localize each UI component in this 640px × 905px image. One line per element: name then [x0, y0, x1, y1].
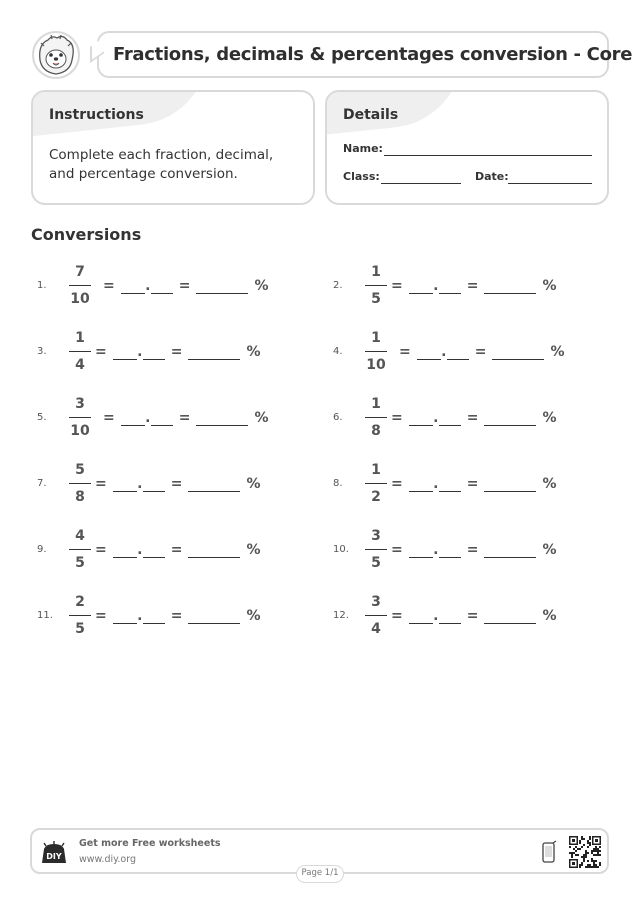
equals-sign: =	[466, 476, 479, 492]
equals-sign: =	[95, 344, 107, 360]
fraction-bar	[69, 549, 91, 550]
decimal-fraction-blank[interactable]	[151, 412, 173, 426]
numerator: 3	[371, 594, 381, 610]
problem-item	[37, 328, 297, 378]
decimal-point: .	[433, 278, 439, 294]
numerator: 4	[75, 528, 85, 544]
decimal-point: .	[441, 344, 447, 360]
numerator: 3	[75, 396, 85, 412]
instructions-text: Complete each fraction, decimal, and percentage conversion.	[49, 147, 274, 182]
instructions-title: Instructions	[49, 107, 144, 123]
title-banner	[97, 31, 633, 78]
decimal-fraction-blank[interactable]	[439, 544, 461, 558]
conversion-row	[385, 608, 563, 624]
conversion-row	[97, 410, 275, 426]
decimal-point: .	[145, 278, 151, 294]
percentage-blank[interactable]	[188, 544, 240, 558]
numerator: 1	[75, 330, 85, 346]
denominator: 8	[371, 423, 381, 439]
instructions-card	[31, 90, 315, 205]
class-label: Class:	[343, 170, 380, 183]
conversion-row	[89, 608, 267, 624]
percentage-blank[interactable]	[188, 610, 240, 624]
equals-sign: =	[103, 278, 115, 294]
percent-sign: %	[254, 278, 269, 294]
decimal-fraction-blank[interactable]	[439, 412, 461, 426]
problem-number: 8.	[333, 478, 343, 489]
denominator: 4	[371, 621, 381, 637]
equals-sign: =	[178, 278, 191, 294]
problem-number: 6.	[333, 412, 343, 423]
fraction-bar	[365, 417, 387, 418]
decimal-whole-blank[interactable]	[113, 544, 137, 558]
decimal-whole-blank[interactable]	[409, 610, 433, 624]
conversion-row	[385, 278, 563, 294]
equals-sign: =	[391, 278, 403, 294]
percentage-blank[interactable]	[492, 346, 544, 360]
fraction	[365, 460, 387, 507]
percentage-blank[interactable]	[188, 346, 240, 360]
decimal-whole-blank[interactable]	[113, 346, 137, 360]
equals-sign: =	[170, 476, 183, 492]
numerator: 2	[75, 594, 85, 610]
fraction	[69, 526, 91, 573]
denominator: 4	[75, 357, 85, 373]
decimal-fraction-blank[interactable]	[143, 544, 165, 558]
conversion-row	[97, 278, 275, 294]
decimal-point: .	[433, 476, 439, 492]
conversion-row	[385, 476, 563, 492]
problem-item	[333, 394, 593, 444]
fraction-bar	[69, 615, 91, 616]
fraction-bar	[365, 285, 387, 286]
percentage-blank[interactable]	[196, 280, 248, 294]
percent-sign: %	[246, 542, 261, 558]
problem-number: 11.	[37, 610, 53, 621]
percent-sign: %	[246, 476, 261, 492]
decimal-fraction-blank[interactable]	[439, 280, 461, 294]
fraction-bar	[69, 483, 91, 484]
equals-sign: =	[95, 542, 107, 558]
conversion-row	[89, 476, 267, 492]
problem-item	[333, 262, 593, 312]
denominator: 10	[70, 423, 90, 439]
problem-item	[37, 460, 297, 510]
equals-sign: =	[399, 344, 411, 360]
problem-item	[333, 460, 593, 510]
page-title: Fractions, decimals & percentages conversion - Core	[113, 44, 633, 65]
decimal-point: .	[433, 542, 439, 558]
numerator: 1	[371, 264, 381, 280]
footer-title: Get more Free worksheets	[79, 838, 221, 849]
logo-text: DIY	[46, 852, 62, 861]
decimal-whole-blank[interactable]	[417, 346, 441, 360]
conversion-row	[385, 542, 563, 558]
decimal-whole-blank[interactable]	[121, 412, 145, 426]
numerator: 5	[75, 462, 85, 478]
decimal-fraction-blank[interactable]	[143, 610, 165, 624]
equals-sign: =	[170, 608, 183, 624]
numerator: 7	[75, 264, 85, 280]
equals-sign: =	[466, 410, 479, 426]
fraction	[69, 460, 91, 507]
decimal-whole-blank[interactable]	[409, 478, 433, 492]
class-field[interactable]	[381, 183, 461, 184]
problem-number: 12.	[333, 610, 349, 621]
fraction	[365, 526, 387, 573]
problem-number: 7.	[37, 478, 47, 489]
percentage-blank[interactable]	[196, 412, 248, 426]
percentage-blank[interactable]	[484, 280, 536, 294]
equals-sign: =	[170, 344, 183, 360]
decimal-whole-blank[interactable]	[409, 280, 433, 294]
fraction	[69, 328, 91, 375]
problem-number: 9.	[37, 544, 47, 555]
fraction-bar	[365, 351, 387, 352]
fraction	[365, 262, 387, 309]
equals-sign: =	[95, 608, 107, 624]
denominator: 10	[366, 357, 386, 373]
problem-number: 3.	[37, 346, 47, 357]
decimal-whole-blank[interactable]	[409, 412, 433, 426]
equals-sign: =	[391, 476, 403, 492]
decimal-whole-blank[interactable]	[113, 610, 137, 624]
diy-logo-icon	[40, 841, 68, 865]
conversion-row	[385, 410, 563, 426]
decimal-fraction-blank[interactable]	[151, 280, 173, 294]
decimal-whole-blank[interactable]	[113, 478, 137, 492]
date-label: Date:	[475, 170, 509, 183]
fraction	[365, 328, 387, 375]
denominator: 5	[371, 291, 381, 307]
percent-sign: %	[542, 608, 557, 624]
decimal-fraction-blank[interactable]	[439, 610, 461, 624]
date-field[interactable]	[508, 183, 592, 184]
decimal-fraction-blank[interactable]	[439, 478, 461, 492]
decimal-point: .	[137, 608, 143, 624]
fraction	[365, 394, 387, 441]
qr-code-icon[interactable]	[569, 836, 601, 868]
fraction-bar	[69, 285, 91, 286]
equals-sign: =	[391, 542, 403, 558]
fraction-bar	[69, 351, 91, 352]
percent-sign: %	[550, 344, 565, 360]
decimal-point: .	[137, 476, 143, 492]
problem-item	[37, 262, 297, 312]
percent-sign: %	[542, 278, 557, 294]
denominator: 5	[371, 555, 381, 571]
name-label: Name:	[343, 142, 383, 155]
problem-number: 1.	[37, 280, 47, 291]
equals-sign: =	[391, 608, 403, 624]
percentage-blank[interactable]	[188, 478, 240, 492]
denominator: 2	[371, 489, 381, 505]
fraction-bar	[365, 483, 387, 484]
numerator: 1	[371, 462, 381, 478]
denominator: 5	[75, 621, 85, 637]
problem-item	[37, 526, 297, 576]
denominator: 5	[75, 555, 85, 571]
fraction-bar	[69, 417, 91, 418]
equals-sign: =	[466, 608, 479, 624]
equals-sign: =	[178, 410, 191, 426]
decimal-point: .	[145, 410, 151, 426]
equals-sign: =	[391, 410, 403, 426]
phone-icon	[542, 840, 558, 864]
numerator: 1	[371, 396, 381, 412]
problem-item	[37, 394, 297, 444]
decimal-fraction-blank[interactable]	[143, 478, 165, 492]
problem-number: 10.	[333, 544, 349, 555]
decimal-point: .	[137, 344, 143, 360]
conversion-row	[393, 344, 571, 360]
percentage-blank[interactable]	[484, 544, 536, 558]
decimal-whole-blank[interactable]	[121, 280, 145, 294]
page-indicator: Page 1/1	[296, 865, 344, 883]
percent-sign: %	[542, 476, 557, 492]
percentage-blank[interactable]	[484, 478, 536, 492]
section-title: Conversions	[31, 225, 142, 244]
problem-number: 5.	[37, 412, 47, 423]
equals-sign: =	[466, 278, 479, 294]
equals-sign: =	[466, 542, 479, 558]
fraction-bar	[365, 549, 387, 550]
problem-item	[333, 328, 593, 378]
equals-sign: =	[103, 410, 115, 426]
percent-sign: %	[542, 410, 557, 426]
problem-item	[37, 592, 297, 642]
denominator: 8	[75, 489, 85, 505]
fraction	[69, 592, 91, 639]
name-field[interactable]	[384, 155, 592, 156]
problem-item	[333, 592, 593, 642]
fraction	[365, 592, 387, 639]
percent-sign: %	[542, 542, 557, 558]
conversion-row	[89, 344, 267, 360]
numerator: 1	[371, 330, 381, 346]
problem-item	[333, 526, 593, 576]
denominator: 10	[70, 291, 90, 307]
percent-sign: %	[246, 344, 261, 360]
equals-sign: =	[474, 344, 487, 360]
percentage-blank[interactable]	[484, 412, 536, 426]
fraction	[69, 394, 91, 441]
percent-sign: %	[254, 410, 269, 426]
equals-sign: =	[170, 542, 183, 558]
percent-sign: %	[246, 608, 261, 624]
fraction	[69, 262, 91, 309]
details-card	[325, 90, 609, 205]
decimal-point: .	[433, 410, 439, 426]
problem-number: 2.	[333, 280, 343, 291]
decimal-fraction-blank[interactable]	[143, 346, 165, 360]
decimal-point: .	[433, 608, 439, 624]
mascot-icon	[30, 30, 82, 80]
fraction-bar	[365, 615, 387, 616]
numerator: 3	[371, 528, 381, 544]
percentage-blank[interactable]	[484, 610, 536, 624]
footer-url[interactable]: www.diy.org	[79, 854, 136, 865]
decimal-point: .	[137, 542, 143, 558]
decimal-whole-blank[interactable]	[409, 544, 433, 558]
details-title: Details	[343, 107, 399, 123]
equals-sign: =	[95, 476, 107, 492]
conversion-row	[89, 542, 267, 558]
problem-number: 4.	[333, 346, 343, 357]
decimal-fraction-blank[interactable]	[447, 346, 469, 360]
